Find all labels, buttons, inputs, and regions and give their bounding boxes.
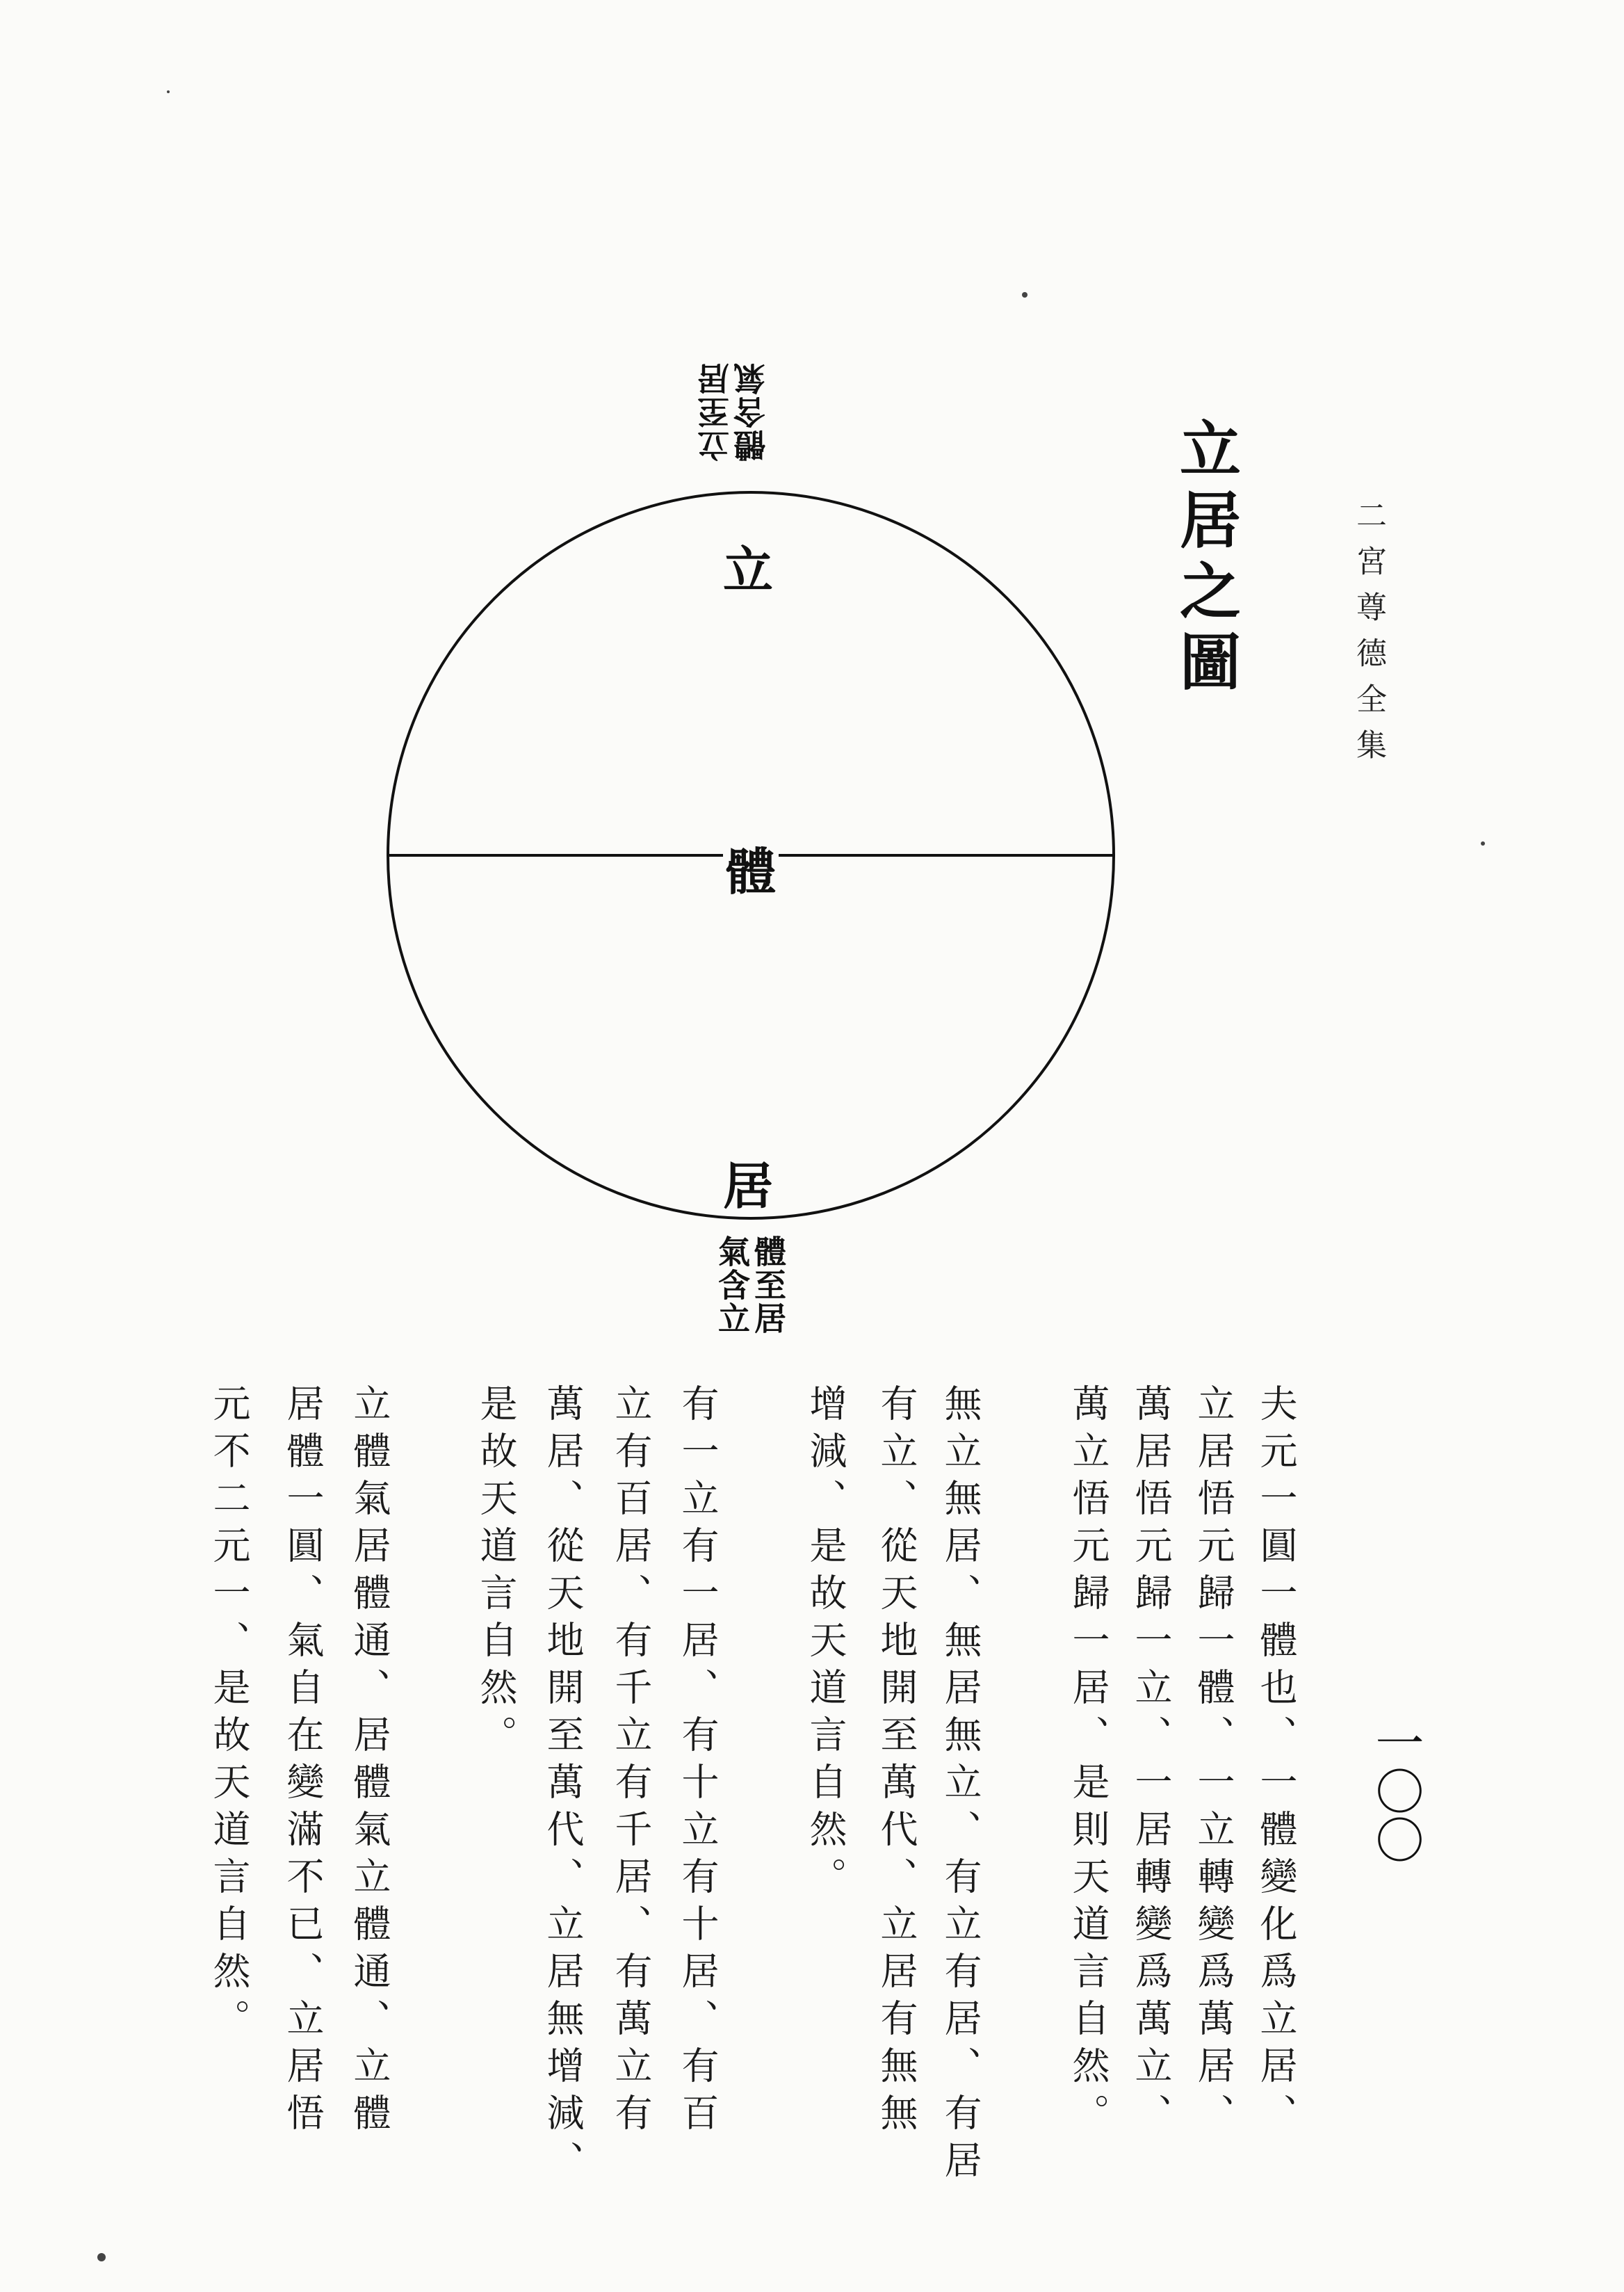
label-sit: 居 bbox=[723, 1156, 774, 1216]
text-column: 元不二元一、是故天道言自然。 bbox=[207, 1384, 251, 2046]
text-column: 萬居、從天地開至萬代、立居無增減、 bbox=[541, 1384, 585, 2188]
text-column: 立體氣居體通、居體氣立體通、立體 bbox=[348, 1384, 391, 2140]
label-body: 體 bbox=[723, 832, 779, 904]
text-column: 居體一圓、氣自在變滿不已、立居悟 bbox=[281, 1384, 325, 2140]
bottom-annotation-line: 體至居 bbox=[749, 1235, 787, 1335]
speck bbox=[167, 90, 170, 93]
diagram-title: 立居之圖 bbox=[1170, 417, 1242, 701]
bottom-annotation-line: 氣含立 bbox=[713, 1235, 751, 1335]
text-column: 萬居悟元歸一立、一居轉變爲萬立、 bbox=[1129, 1384, 1173, 2140]
top-annotation-line: 立至居 bbox=[697, 362, 734, 462]
speck bbox=[1481, 841, 1485, 846]
text-column: 萬立悟元歸一居、是則天道言自然。 bbox=[1066, 1384, 1110, 2140]
bottom-annotation bbox=[713, 1235, 787, 1335]
text-column: 夫元一圓一體也、一體變化爲立居、 bbox=[1254, 1384, 1298, 2140]
text-column: 立有百居、有千立有千居、有萬立有 bbox=[609, 1384, 653, 2140]
text-column: 無立無居、無居無立、有立有居、有居 bbox=[939, 1384, 982, 2188]
speck bbox=[1022, 292, 1028, 298]
text-column: 是故天道言自然。 bbox=[474, 1384, 518, 1762]
top-annotation bbox=[699, 362, 768, 462]
text-column: 有一立有一居、有十立有十居、有百 bbox=[676, 1384, 720, 2140]
speck bbox=[97, 2253, 106, 2261]
label-stand: 立 bbox=[723, 540, 774, 599]
text-column: 增減、是故天道言自然。 bbox=[804, 1384, 847, 1904]
text-column: 立居悟元歸一體、一立轉變爲萬居、 bbox=[1192, 1384, 1235, 2140]
page-number: 一〇〇 bbox=[1367, 1718, 1424, 1864]
text-column: 有立、從天地開至萬代、立居有無無 bbox=[875, 1384, 918, 2140]
book-title-header: 二宮尊德全集 bbox=[1351, 499, 1386, 775]
top-annotation-line: 體含氣 bbox=[733, 362, 770, 462]
